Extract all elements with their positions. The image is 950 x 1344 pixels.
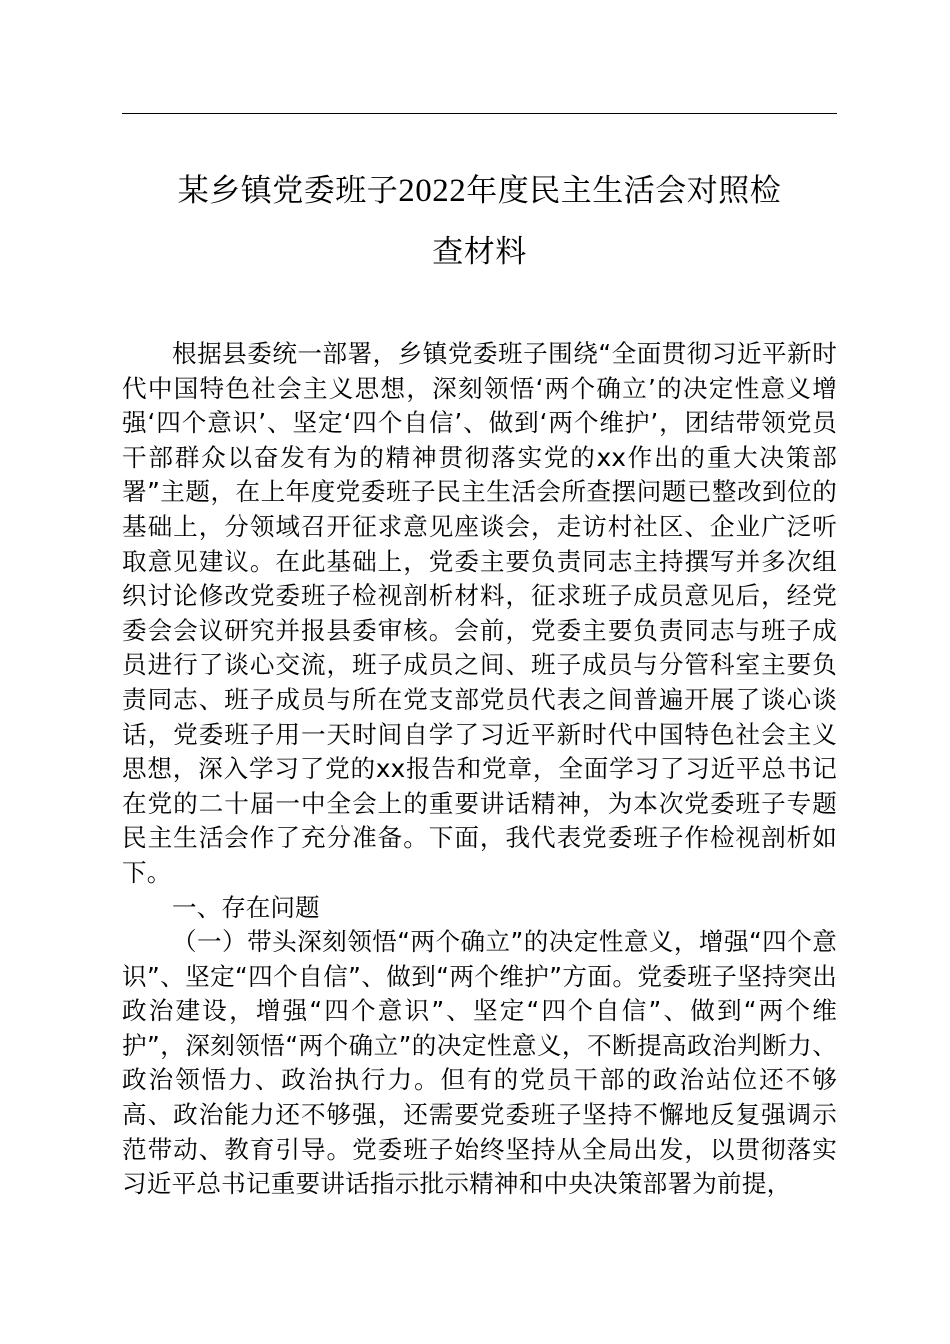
title-part-3: 查材料 xyxy=(432,234,527,270)
section-heading: 一、存在问题 xyxy=(172,892,320,922)
title-year: 2022 xyxy=(398,173,467,209)
title-part-1: 某乡镇党委班子 xyxy=(177,173,399,209)
title-part-2: 年度民主生活会对照检 xyxy=(466,173,782,209)
intro-paragraph: 根据县委统一部署，乡镇党委班子围绕“全面贯彻习近平新时代中国特色社会主义思想，深刻领悟‘两个确立’的决定性意义增强‘四个意识’、坚定‘四个自信’、做到‘两个维护’，团结带领党员干部群众以奋发有为的精神贯彻落实党的xx作出的重大决策部署”主题，在上年度党委班子民主生活会所查摆问题已整改到位的基础上，分领域召开征求意见座谈会，走访村社区、企业广泛听取意见建议。在此基础上，党委主要负责同志主持撰写并多次组织讨论修改党委班子检视剖析材料，征求班子成员意见后，经党委会会议研究并报县委审核。会前，党委主要负责同志与班子成员进行了谈心交流，班子成员之间、班子成员与分管科室主要负责同志、班子成员与所在党支部党员代表之间普遍开展了谈心谈话，党委班子用一天时间自学了习近平新时代中国特色社会主义思想，深入学习了党的xx报告和党章，全面学习了习近平总书记在党的二十届一中全会上的重要讲话精神，为本次党委班子专题民主生活会作了充分准备。下面，我代表党委班子作检视剖析如下。 xyxy=(122,339,837,887)
header-rule xyxy=(122,113,837,114)
document-body xyxy=(122,337,837,1202)
document-title xyxy=(122,161,837,283)
issue-paragraph-1: （一）带头深刻领悟“两个确立”的决定性意义，增强“四个意识”、坚定“四个自信”、做到“两个维护”方面。党委班子坚持突出政治建设，增强“四个意识”、坚定“四个自信”、做到“两个维护”，深刻领悟“两个确立”的决定性意义，不断提高政治判断力、政治领悟力、政治执行力。但有的党员干部的政治站位还不够高、政治能力还不够强，还需要党委班子坚持不懈地反复强调示范带动、教育引导。党委班子始终坚持从全局出发，以贯彻落实习近平总书记重要讲话指示批示精神和中央决策部署为前提， xyxy=(122,927,837,1199)
